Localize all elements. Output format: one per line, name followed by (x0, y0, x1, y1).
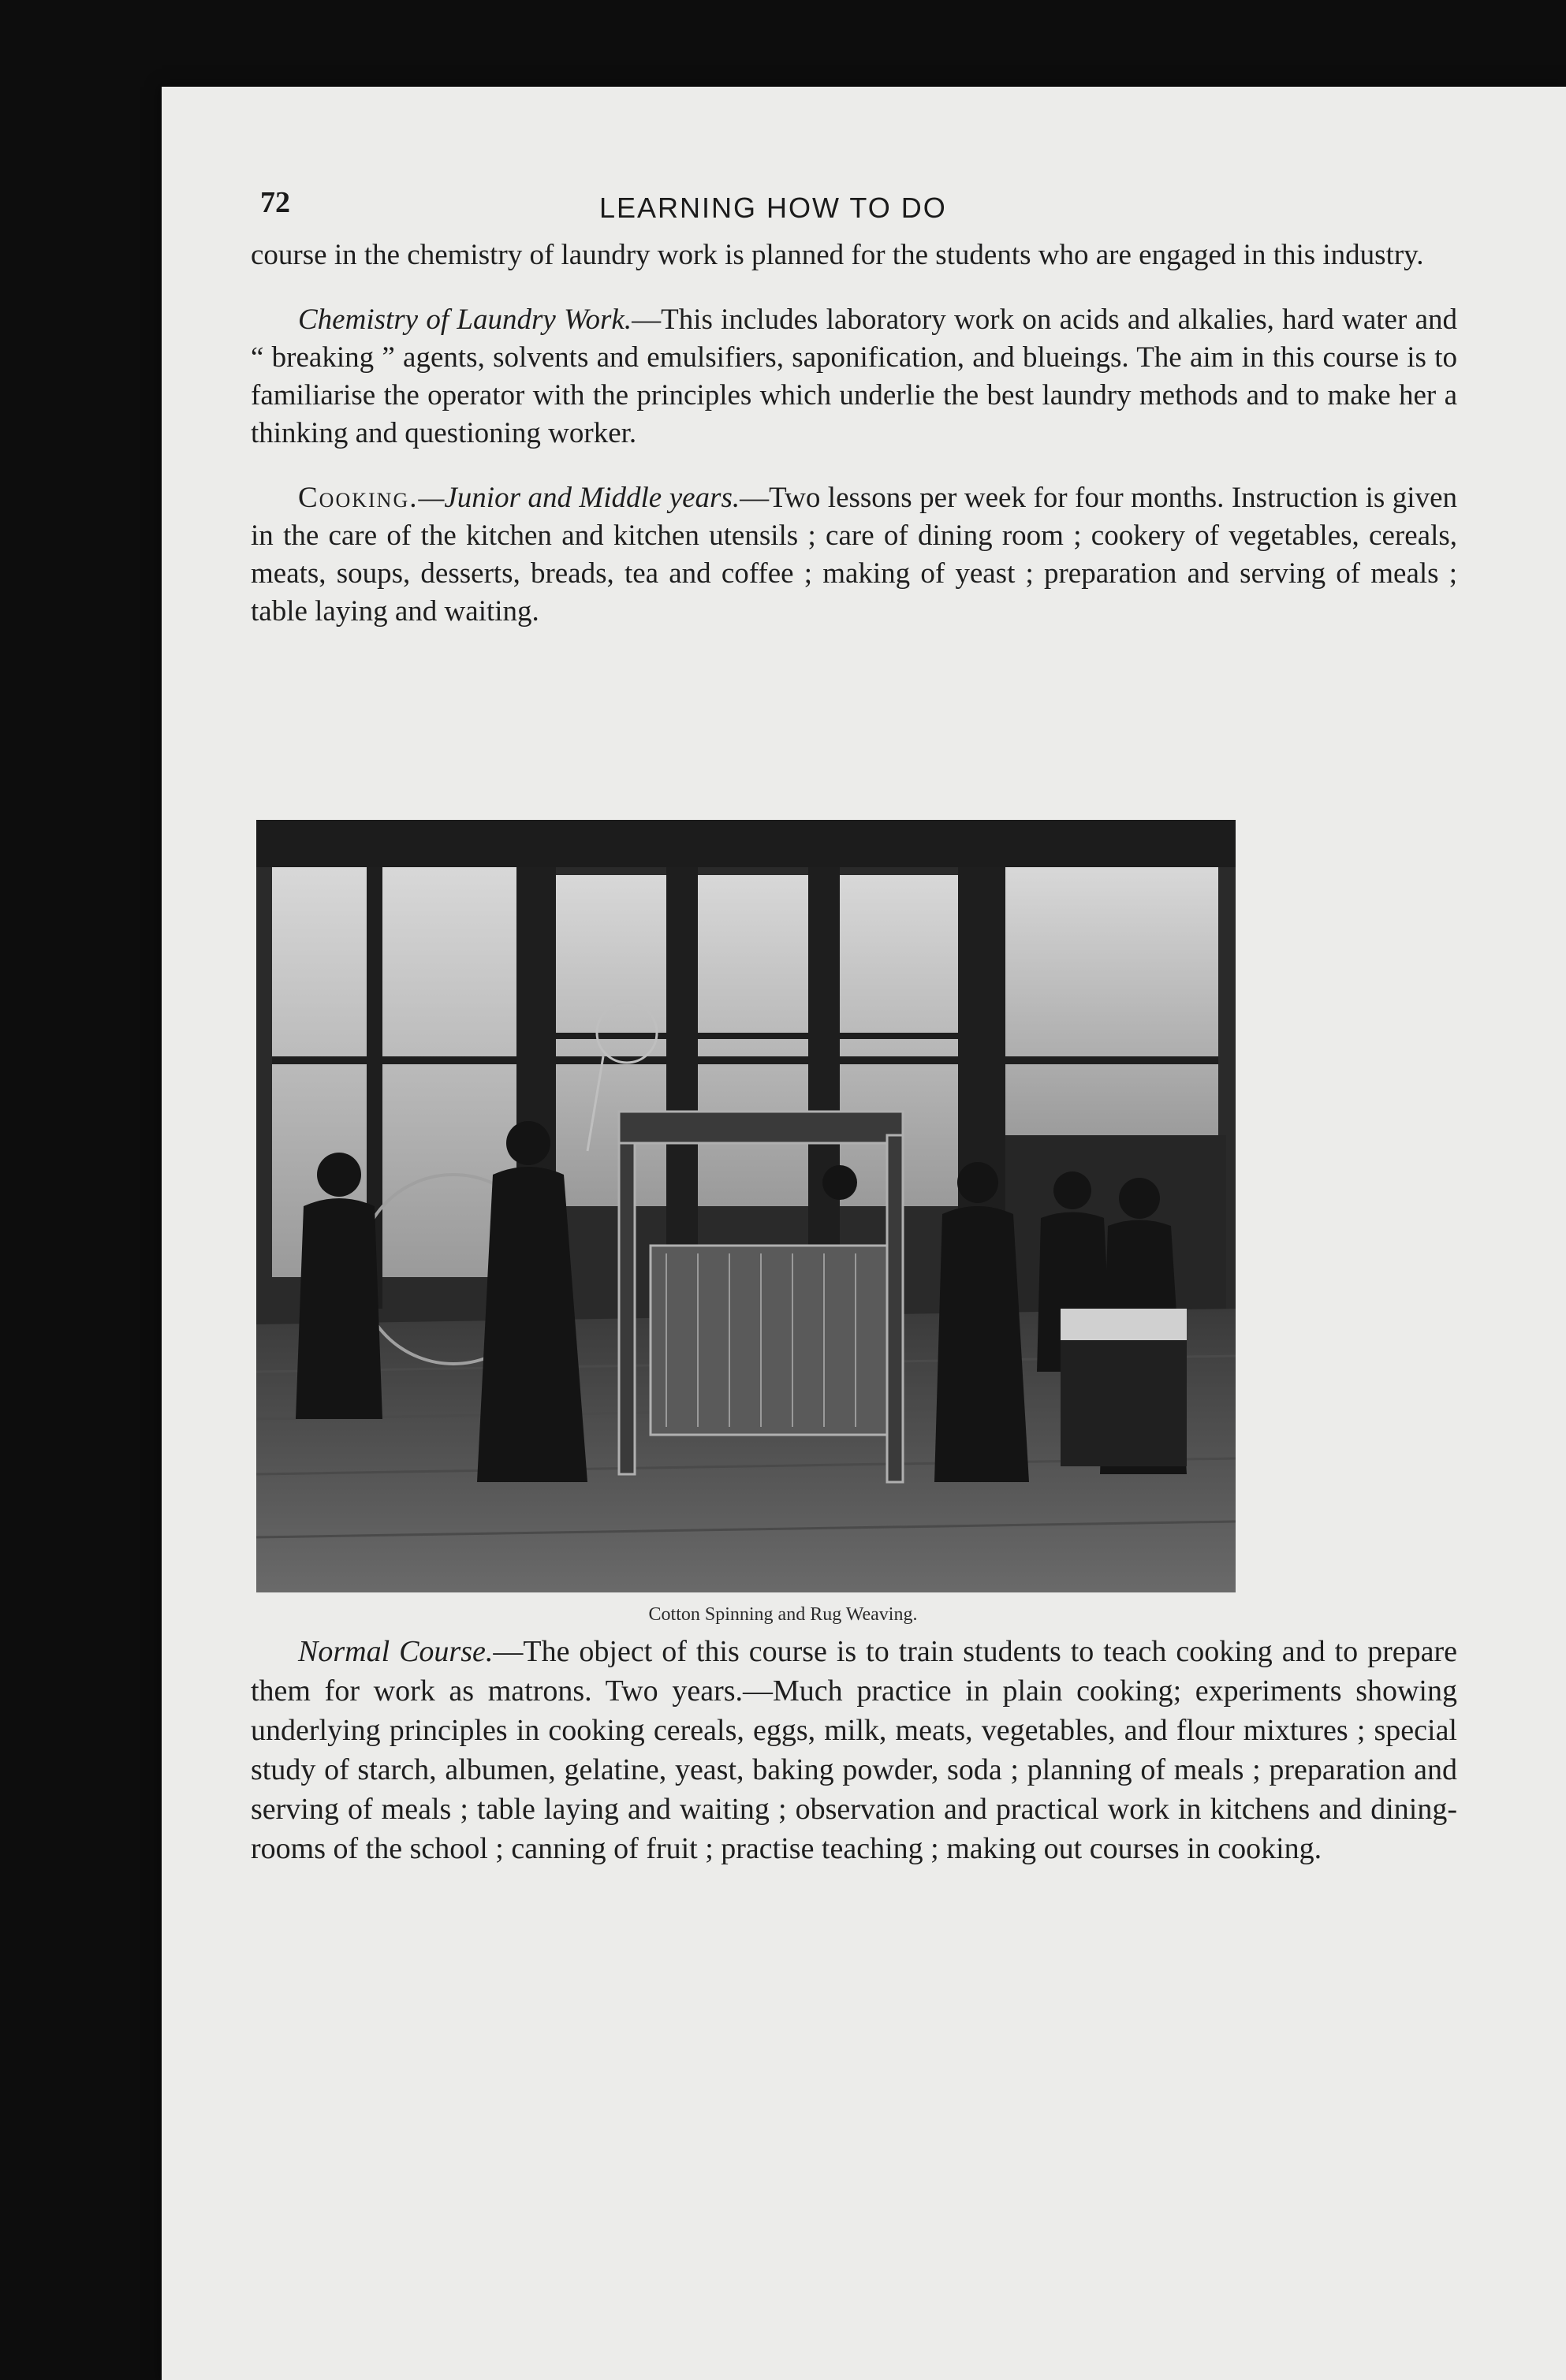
section-subheading: —Junior and Middle years. (418, 482, 740, 514)
paragraph-text: —Two lessons per week for four months. Instruction is given in the care of the kitchen and kitchen utensils ; care of dining room ; cookery of vegetables, cereals, meats, soups, desserts, breads, tea and coffee ; making of yeast ; preparation and serving of meals ; table laying and waiting. (251, 482, 1457, 628)
page-number: 72 (260, 186, 290, 219)
top-text-block (251, 237, 1457, 657)
paragraph-text: —This includes laboratory work on acids and alkalies, hard water and “ breaking ” agents, solvents and emulsifiers, saponification, and blueings. The aim in this course is to familiarise the operator with the principles which underlie the best laundry methods and to make her a thinking and questioning worker. (251, 304, 1457, 449)
bottom-text-block (251, 1632, 1457, 1895)
paragraph-text: —The object of this course is to train students to teach cooking and to prepare them for work as matrons. Two years.—Much practice in plain cooking; experiments showing underlying principles in cooking cereals, eggs, milk, meats, vegetables, and flour mixtures ; special study of starch, albumen, gelatine, yeast, baking powder, soda ; planning of meals ; preparation and serving of meals ; table laying and waiting ; observation and practical work in kitchens and dining-rooms of the school ; canning of fruit ; practise teaching ; making out courses in cooking. (251, 1635, 1458, 1865)
paragraph-cooking (251, 479, 1457, 631)
running-head (260, 185, 1443, 233)
running-title: LEARNING HOW TO DO (599, 192, 947, 224)
section-heading: Chemistry of Laundry Work. (298, 304, 632, 336)
photograph-weaving-room (256, 820, 1236, 1592)
paragraph-text: course in the chemistry of laundry work is planned for the students who are engaged in this industry. (251, 239, 1424, 271)
figure-caption: Cotton Spinning and Rug Weaving. (648, 1604, 918, 1625)
section-heading: Normal Course. (298, 1635, 494, 1668)
paragraph-laundry-intro (251, 237, 1457, 274)
section-heading: Cooking. (298, 482, 419, 514)
paragraph-normal-course (251, 1632, 1457, 1868)
photograph-plate (256, 820, 1236, 1592)
paragraph-chemistry-of-laundry (251, 301, 1457, 453)
